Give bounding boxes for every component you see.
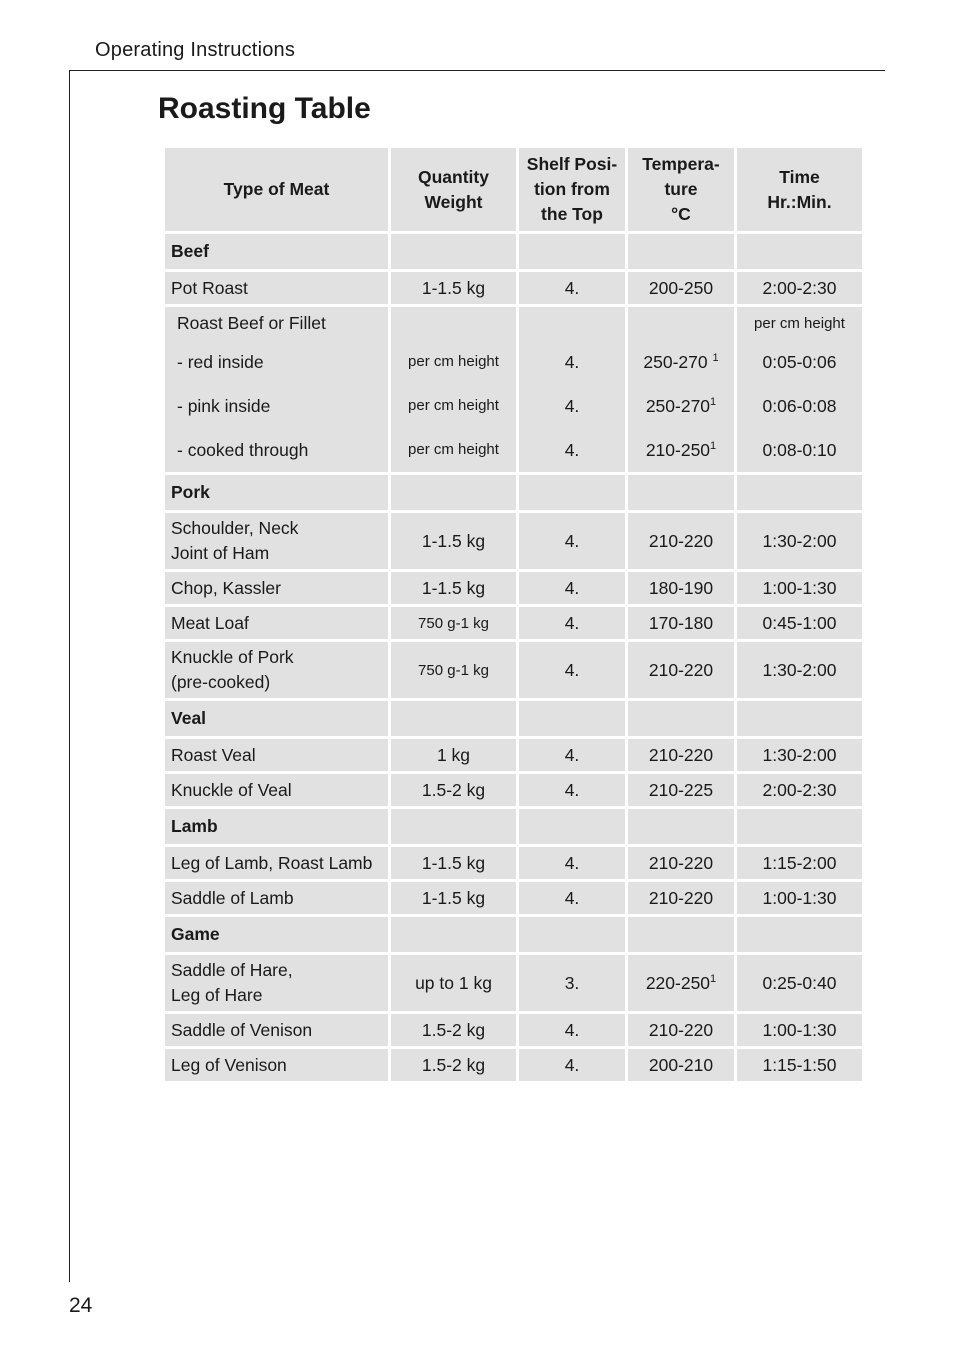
category-label: Pork	[165, 475, 388, 510]
page-number: 24	[69, 1294, 93, 1317]
running-header: Operating Instructions	[95, 39, 296, 61]
table-row: Roast Veal 1 kg 4. 210-220 1:30-2:00	[165, 739, 862, 771]
page-title: Roasting Table	[158, 92, 371, 125]
col-header-shelf: Shelf Posi- tion from the Top	[519, 148, 625, 231]
col-header-time: Time Hr.:Min.	[737, 148, 862, 231]
category-label: Game	[165, 917, 388, 952]
category-row-game	[165, 917, 862, 952]
category-label: Lamb	[165, 809, 388, 844]
table-row: Knuckle of Veal 1.5-2 kg 4. 210-225 2:00-2:30	[165, 774, 862, 806]
category-label: Beef	[165, 234, 388, 269]
table-row: Knuckle of Pork (pre-cooked) 750 g-1 kg 4. 210-220 1:30-2:00	[165, 642, 862, 698]
table-row: Saddle of Lamb 1-1.5 kg 4. 210-220 1:00-1:30	[165, 882, 862, 914]
category-label: Veal	[165, 701, 388, 736]
table-row: Schoulder, Neck Joint of Ham 1-1.5 kg 4. 210-220 1:30-2:00	[165, 513, 862, 569]
col-header-type: Type of Meat	[165, 148, 388, 231]
table-row: Pot Roast 1-1.5 kg 4. 200-250 2:00-2:30	[165, 272, 862, 304]
table-row: Meat Loaf 750 g-1 kg 4. 170-180 0:45-1:00	[165, 607, 862, 639]
category-row-pork	[165, 475, 862, 510]
col-header-quantity: Quantity Weight	[391, 148, 516, 231]
table-row: Saddle of Hare, Leg of Hare up to 1 kg 3. $220-250^1$ 0:25-0:40	[165, 955, 862, 1011]
table-row: Saddle of Venison 1.5-2 kg 4. 210-220 1:00-1:30	[165, 1014, 862, 1046]
table-row: Leg of Lamb, Roast Lamb 1-1.5 kg 4. 210-220 1:15-2:00	[165, 847, 862, 879]
roasting-table	[162, 145, 865, 1084]
table-row-roast-beef: Roast Beef or Fillet - red inside - pink inside - cooked through per cm height per cm height per cm height 4. 4. 4. 250-270 $^1$ $250-270^1$ $210-250^1$ per cm height 0:05-0:06 0:06-0:08 0:08-0:10	[165, 307, 862, 472]
category-row-veal	[165, 701, 862, 736]
category-row-beef	[165, 234, 862, 269]
col-header-temperature: Tempera- ture °C	[628, 148, 734, 231]
category-row-lamb	[165, 809, 862, 844]
header-rule	[69, 70, 885, 71]
table-row: Leg of Venison 1.5-2 kg 4. 200-210 1:15-1:50	[165, 1049, 862, 1081]
table-row: Chop, Kassler 1-1.5 kg 4. 180-190 1:00-1:30	[165, 572, 862, 604]
margin-rule	[69, 70, 70, 1282]
table-header-row	[165, 148, 862, 231]
